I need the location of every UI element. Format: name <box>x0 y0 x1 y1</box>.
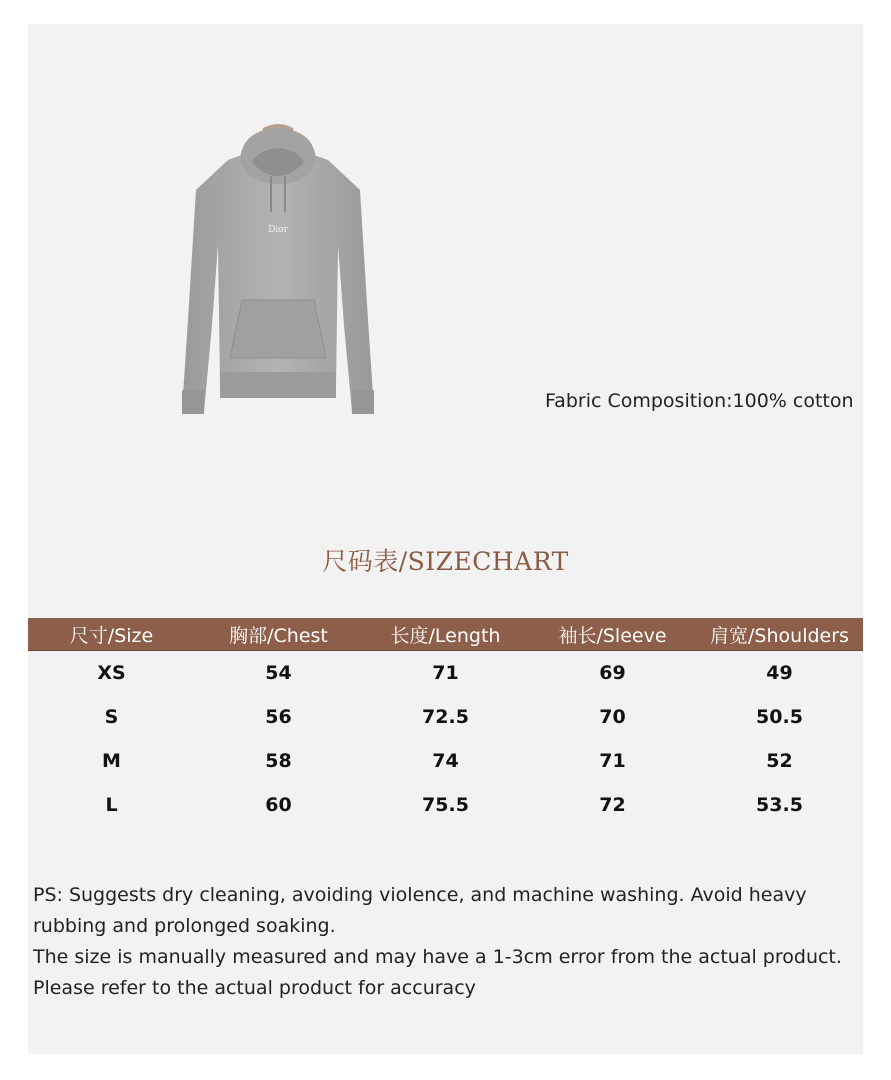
cell-size: M <box>102 750 121 772</box>
chart-title: 尺码表/SIZECHART <box>322 547 569 576</box>
cell-sleeve: 72 <box>599 794 626 816</box>
header-chest: 胸部/Chest <box>195 618 362 651</box>
cell-chest: 58 <box>265 750 292 772</box>
cell-size: L <box>105 794 118 816</box>
header-sleeve: 袖长/Sleeve <box>529 618 696 651</box>
table-row <box>28 783 863 827</box>
cell-chest: 60 <box>265 794 292 816</box>
cell-sleeve: 71 <box>599 750 626 772</box>
cell-shoulders: 50.5 <box>756 706 803 728</box>
care-note-measurement: The size is manually measured and may have a 1-3cm error from the actual product. <box>33 946 842 968</box>
header-shoulders: 肩宽/Shoulders <box>696 618 863 651</box>
care-note-washing: PS: Suggests dry cleaning, avoiding violence, and machine washing. Avoid heavy rubbing and prolonged soaking. <box>33 884 807 937</box>
table-row <box>28 651 863 696</box>
care-notes <box>33 880 859 1004</box>
cell-length: 72.5 <box>422 706 469 728</box>
cell-chest: 56 <box>265 706 292 728</box>
cell-size: S <box>104 706 119 728</box>
dior-logo: Dior <box>268 225 288 235</box>
cell-shoulders: 53.5 <box>756 794 803 816</box>
cell-length: 74 <box>432 750 459 772</box>
cell-sleeve: 70 <box>599 706 626 728</box>
table-row <box>28 739 863 783</box>
size-table <box>28 618 863 827</box>
hoodie-product-image <box>168 120 388 430</box>
cell-size: XS <box>97 662 126 684</box>
table-header-row <box>28 618 863 651</box>
fabric-composition: Fabric Composition:100% cotton <box>545 390 854 412</box>
cell-chest: 54 <box>265 662 292 684</box>
header-length: 长度/Length <box>362 618 529 651</box>
size-chart-panel <box>28 24 863 1054</box>
cell-sleeve: 69 <box>599 662 626 684</box>
cell-length: 71 <box>432 662 459 684</box>
care-note-accuracy: Please refer to the actual product for accuracy <box>33 977 476 999</box>
header-size: 尺寸/Size <box>28 618 195 651</box>
table-row <box>28 695 863 739</box>
cell-shoulders: 52 <box>766 750 793 772</box>
cell-length: 75.5 <box>422 794 469 816</box>
cell-shoulders: 49 <box>766 662 793 684</box>
